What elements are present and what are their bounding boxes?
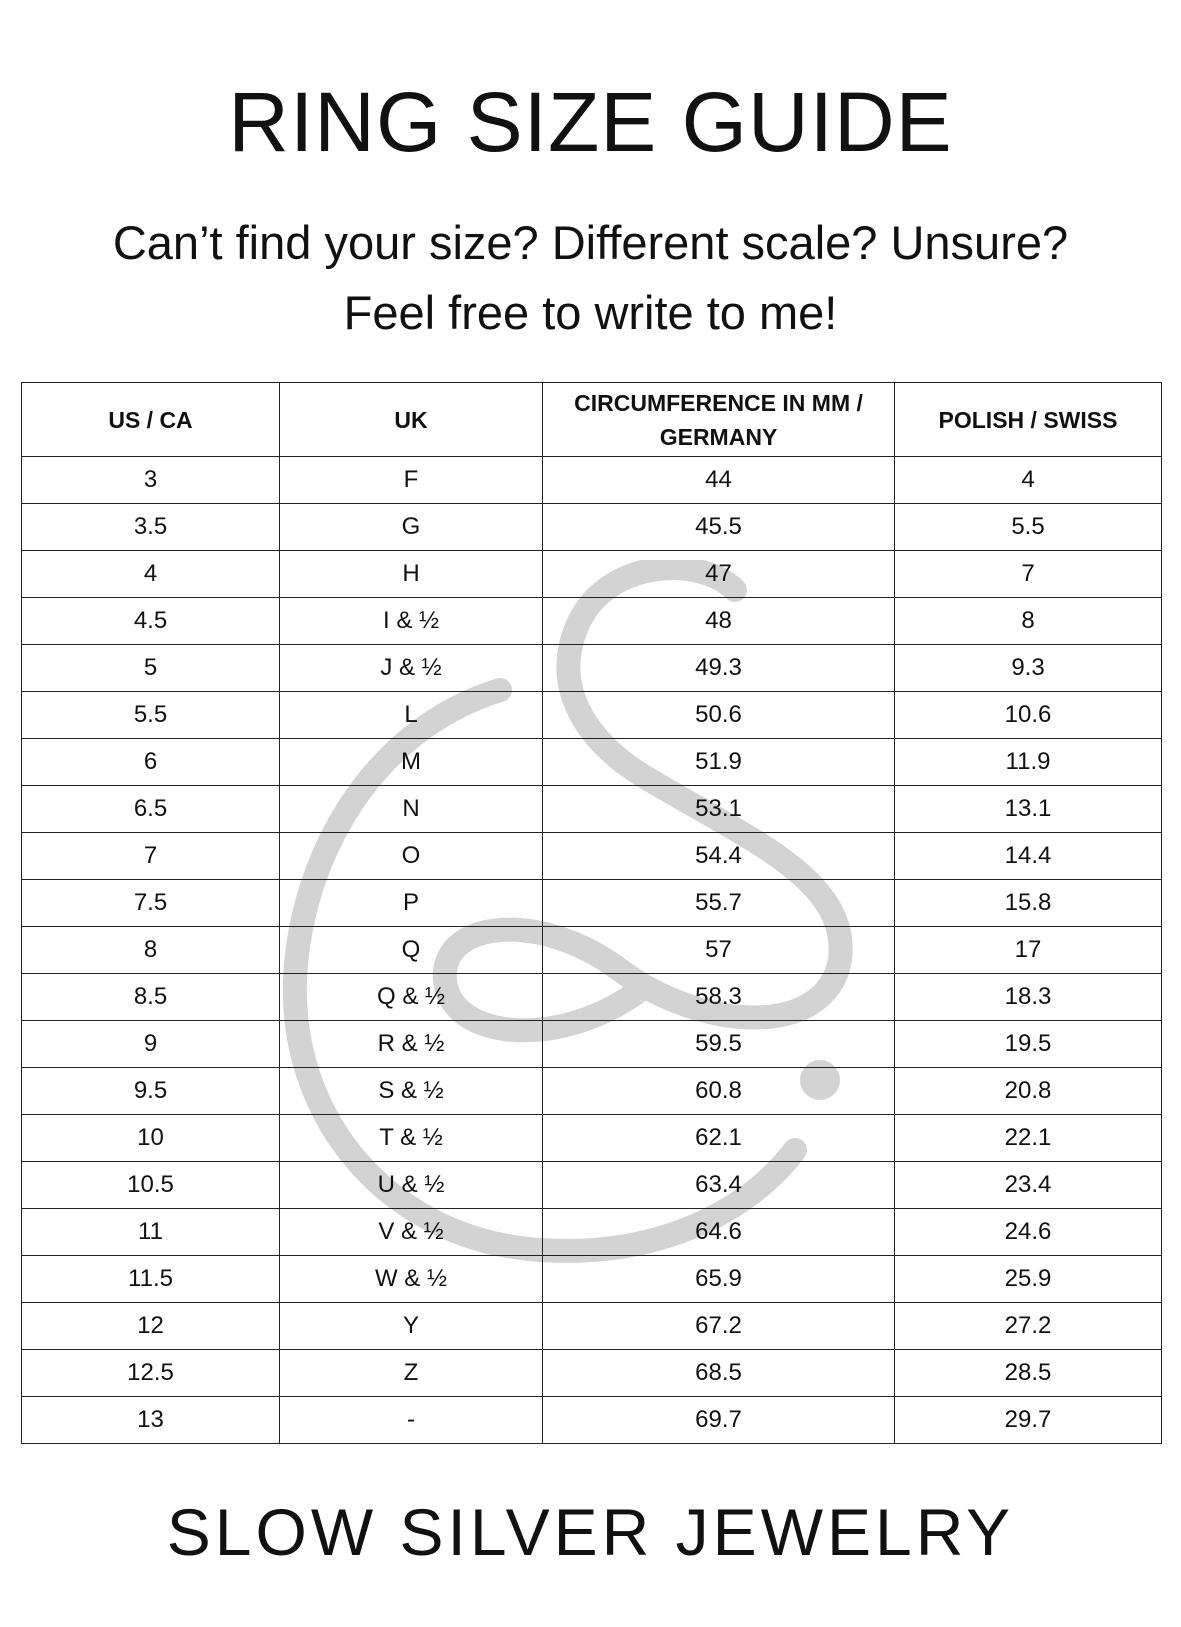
table-row	[22, 1350, 1162, 1397]
table-row	[22, 1068, 1162, 1115]
cell-polish-swiss: 28.5	[895, 1350, 1162, 1397]
cell-us-ca: 4	[22, 551, 280, 598]
cell-circumference-germany: 59.5	[543, 1021, 895, 1068]
cell-polish-swiss: 19.5	[895, 1021, 1162, 1068]
cell-uk: F	[280, 457, 543, 504]
cell-us-ca: 3.5	[22, 504, 280, 551]
table-row	[22, 1303, 1162, 1350]
cell-uk: O	[280, 833, 543, 880]
cell-uk: T & ½	[280, 1115, 543, 1162]
cell-us-ca: 11	[22, 1209, 280, 1256]
column-header-circumference-germany: CIRCUMFERENCE IN MM / GERMANY	[543, 383, 895, 457]
ring-size-table	[21, 382, 1162, 1444]
table-body	[22, 457, 1162, 1444]
table-row	[22, 692, 1162, 739]
table-row	[22, 739, 1162, 786]
cell-circumference-germany: 49.3	[543, 645, 895, 692]
table-row	[22, 1209, 1162, 1256]
cell-us-ca: 10.5	[22, 1162, 280, 1209]
table-row	[22, 1021, 1162, 1068]
cell-polish-swiss: 8	[895, 598, 1162, 645]
cell-us-ca: 9.5	[22, 1068, 280, 1115]
cell-circumference-germany: 64.6	[543, 1209, 895, 1256]
cell-us-ca: 7.5	[22, 880, 280, 927]
cell-uk: Z	[280, 1350, 543, 1397]
cell-polish-swiss: 14.4	[895, 833, 1162, 880]
table-row	[22, 1115, 1162, 1162]
table-row	[22, 1256, 1162, 1303]
table-row	[22, 880, 1162, 927]
cell-circumference-germany: 48	[543, 598, 895, 645]
cell-circumference-germany: 57	[543, 927, 895, 974]
table-row	[22, 457, 1162, 504]
table-row	[22, 786, 1162, 833]
cell-circumference-germany: 53.1	[543, 786, 895, 833]
cell-polish-swiss: 24.6	[895, 1209, 1162, 1256]
cell-polish-swiss: 17	[895, 927, 1162, 974]
cell-uk: -	[280, 1397, 543, 1444]
brand-name: SLOW SILVER JEWELRY	[166, 1495, 1015, 1569]
cell-uk: N	[280, 786, 543, 833]
column-header-us-ca: US / CA	[22, 383, 280, 457]
cell-uk: J & ½	[280, 645, 543, 692]
cell-polish-swiss: 13.1	[895, 786, 1162, 833]
cell-us-ca: 8	[22, 927, 280, 974]
cell-polish-swiss: 22.1	[895, 1115, 1162, 1162]
cell-circumference-germany: 62.1	[543, 1115, 895, 1162]
cell-us-ca: 10	[22, 1115, 280, 1162]
page-title: RING SIZE GUIDE	[228, 75, 953, 169]
cell-us-ca: 7	[22, 833, 280, 880]
cell-polish-swiss: 15.8	[895, 880, 1162, 927]
cell-us-ca: 4.5	[22, 598, 280, 645]
cell-us-ca: 6.5	[22, 786, 280, 833]
cell-uk: W & ½	[280, 1256, 543, 1303]
table-header-row	[22, 383, 1162, 457]
cell-circumference-germany: 51.9	[543, 739, 895, 786]
cell-polish-swiss: 10.6	[895, 692, 1162, 739]
column-header-uk: UK	[280, 383, 543, 457]
cell-us-ca: 6	[22, 739, 280, 786]
cell-polish-swiss: 5.5	[895, 504, 1162, 551]
cell-uk: M	[280, 739, 543, 786]
cell-uk: P	[280, 880, 543, 927]
cell-us-ca: 5	[22, 645, 280, 692]
cell-circumference-germany: 54.4	[543, 833, 895, 880]
cell-circumference-germany: 58.3	[543, 974, 895, 1021]
cell-circumference-germany: 68.5	[543, 1350, 895, 1397]
cell-polish-swiss: 18.3	[895, 974, 1162, 1021]
cell-uk: Q	[280, 927, 543, 974]
cell-uk: Q & ½	[280, 974, 543, 1021]
cell-polish-swiss: 25.9	[895, 1256, 1162, 1303]
cell-uk: S & ½	[280, 1068, 543, 1115]
table-row	[22, 1162, 1162, 1209]
table-row	[22, 645, 1162, 692]
cell-us-ca: 9	[22, 1021, 280, 1068]
cell-uk: R & ½	[280, 1021, 543, 1068]
cell-us-ca: 12.5	[22, 1350, 280, 1397]
cell-circumference-germany: 60.8	[543, 1068, 895, 1115]
table-row	[22, 1397, 1162, 1444]
table-row	[22, 504, 1162, 551]
cell-circumference-germany: 47	[543, 551, 895, 598]
cell-circumference-germany: 69.7	[543, 1397, 895, 1444]
cell-uk: L	[280, 692, 543, 739]
subtitle-line-1: Can’t find your size? Different scale? Unsure?	[112, 216, 1069, 269]
table-row	[22, 974, 1162, 1021]
cell-polish-swiss: 11.9	[895, 739, 1162, 786]
subtitle	[0, 208, 1181, 348]
cell-uk: V & ½	[280, 1209, 543, 1256]
table-row	[22, 927, 1162, 974]
cell-polish-swiss: 20.8	[895, 1068, 1162, 1115]
cell-uk: I & ½	[280, 598, 543, 645]
cell-circumference-germany: 67.2	[543, 1303, 895, 1350]
cell-circumference-germany: 65.9	[543, 1256, 895, 1303]
column-header-polish-swiss: POLISH / SWISS	[895, 383, 1162, 457]
cell-us-ca: 11.5	[22, 1256, 280, 1303]
cell-uk: H	[280, 551, 543, 598]
cell-polish-swiss: 9.3	[895, 645, 1162, 692]
cell-polish-swiss: 7	[895, 551, 1162, 598]
cell-us-ca: 5.5	[22, 692, 280, 739]
subtitle-line-2: Feel free to write to me!	[343, 286, 838, 339]
cell-circumference-germany: 63.4	[543, 1162, 895, 1209]
cell-uk: Y	[280, 1303, 543, 1350]
cell-circumference-germany: 45.5	[543, 504, 895, 551]
cell-polish-swiss: 4	[895, 457, 1162, 504]
cell-polish-swiss: 23.4	[895, 1162, 1162, 1209]
cell-us-ca: 12	[22, 1303, 280, 1350]
table-row	[22, 598, 1162, 645]
cell-us-ca: 13	[22, 1397, 280, 1444]
cell-us-ca: 3	[22, 457, 280, 504]
cell-polish-swiss: 27.2	[895, 1303, 1162, 1350]
cell-circumference-germany: 50.6	[543, 692, 895, 739]
cell-circumference-germany: 55.7	[543, 880, 895, 927]
cell-uk: G	[280, 504, 543, 551]
table-row	[22, 551, 1162, 598]
cell-polish-swiss: 29.7	[895, 1397, 1162, 1444]
cell-circumference-germany: 44	[543, 457, 895, 504]
cell-us-ca: 8.5	[22, 974, 280, 1021]
cell-uk: U & ½	[280, 1162, 543, 1209]
table-row	[22, 833, 1162, 880]
